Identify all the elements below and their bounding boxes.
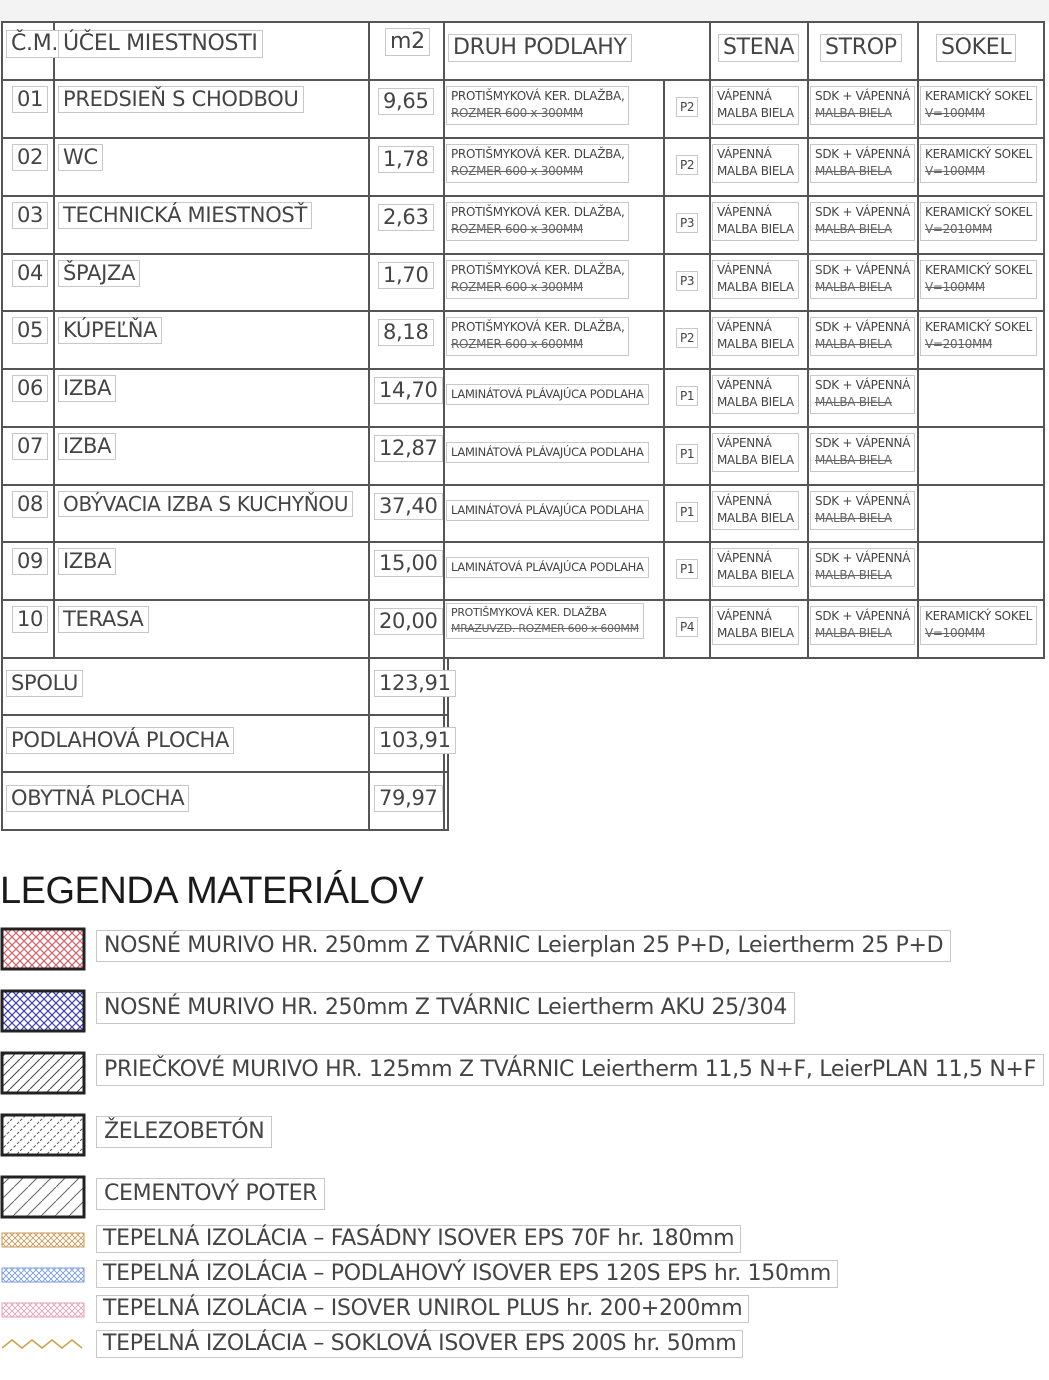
header-skirting: SOKEL [936, 34, 1016, 62]
insulation-floor-icon [0, 1264, 90, 1288]
room-number: 10 [12, 606, 48, 633]
floor-description: LAMINÁTOVÁ PLÁVAJÚCA PODLAHA [446, 442, 649, 463]
room-area: 12,87 [374, 435, 443, 462]
floor-code: P2 [676, 155, 698, 175]
ceiling-finish: SDK + VÁPENNÁ MALBA BIELA [810, 260, 915, 299]
floor-description: LAMINÁTOVÁ PLÁVAJÚCA PODLAHA [446, 557, 649, 578]
summary-total-label: SPOLU [6, 670, 83, 697]
floor-description: PROTIŠMYKOVÁ KER. DLAŽBA, ROZMER 600 x 300MM [446, 144, 629, 183]
wall-finish: VÁPENNÁ MALBA BIELA [712, 548, 799, 587]
ceiling-finish: SDK + VÁPENNÁ MALBA BIELA [810, 606, 915, 645]
floor-code: P2 [676, 328, 698, 348]
room-area: 15,00 [374, 550, 443, 577]
skirting-finish: KERAMICKÝ SOKEL V=100MM [920, 260, 1037, 299]
wall-finish: VÁPENNÁ MALBA BIELA [712, 375, 799, 414]
ceiling-finish: SDK + VÁPENNÁ MALBA BIELA [810, 202, 915, 241]
legend-label: TEPELNÁ IZOLÁCIA – FASÁDNY ISOVER EPS 70F hr. 180mm [96, 1225, 741, 1253]
room-number: 07 [12, 433, 48, 460]
insulation-roof-icon [0, 1299, 90, 1323]
room-number: 03 [12, 202, 48, 229]
ceiling-finish: SDK + VÁPENNÁ MALBA BIELA [810, 491, 915, 530]
room-name: IZBA [58, 433, 116, 460]
summary-floor-area-value: 103,91 [374, 727, 456, 754]
legend-title: LEGENDA MATERIÁLOV [0, 870, 424, 912]
floor-code: P3 [676, 213, 698, 233]
room-number: 04 [12, 260, 48, 287]
room-area: 8,18 [378, 319, 434, 346]
floor-description: PROTIŠMYKOVÁ KER. DLAŽBA, ROZMER 600 x 300MM [446, 86, 629, 125]
header-ceiling: STROP [820, 34, 902, 62]
room-name: IZBA [58, 548, 116, 575]
legend-label: TEPELNÁ IZOLÁCIA – SOKLOVÁ ISOVER EPS 200S hr. 50mm [96, 1330, 743, 1358]
floor-code: P1 [676, 502, 698, 522]
legend-label: PRIEČKOVÉ MURIVO HR. 125mm Z TVÁRNIC Leiertherm 11,5 N+F, LeierPLAN 11,5 N+F [96, 1054, 1044, 1086]
crosshatch-red-icon [0, 925, 90, 973]
ceiling-finish: SDK + VÁPENNÁ MALBA BIELA [810, 144, 915, 183]
header-m2: m2 [385, 28, 430, 56]
room-name: PREDSIEŇ S CHODBOU [58, 86, 304, 113]
wall-finish: VÁPENNÁ MALBA BIELA [712, 606, 799, 645]
header-wall: STENA [718, 34, 799, 62]
room-name: OBÝVACIA IZBA S KUCHYŇOU [58, 491, 353, 517]
ceiling-finish: SDK + VÁPENNÁ MALBA BIELA [810, 86, 915, 125]
diagonal-hatch-icon [0, 1049, 90, 1097]
room-number: 01 [12, 86, 48, 113]
floor-description: PROTIŠMYKOVÁ KER. DLAŽBA, ROZMER 600 x 300MM [446, 202, 629, 241]
skirting-finish: KERAMICKÝ SOKEL V=100MM [920, 86, 1037, 125]
header-floor-type: DRUH PODLAHY [448, 34, 632, 62]
room-area: 9,65 [378, 88, 434, 115]
floor-code: P1 [676, 444, 698, 464]
summary-living-area-label: OBYTNÁ PLOCHA [6, 785, 189, 812]
ceiling-finish: SDK + VÁPENNÁ MALBA BIELA [810, 433, 915, 472]
floor-code: P4 [676, 617, 698, 637]
insulation-facade-icon [0, 1229, 90, 1253]
room-number: 05 [12, 317, 48, 344]
concrete-hatch-icon [0, 1111, 90, 1159]
floor-code: P1 [676, 386, 698, 406]
wall-finish: VÁPENNÁ MALBA BIELA [712, 260, 799, 299]
legend-label: ŽELEZOBETÓN [96, 1116, 272, 1148]
room-name: ŠPAJZA [58, 260, 140, 287]
summary-total-value: 123,91 [374, 670, 456, 697]
floor-description: LAMINÁTOVÁ PLÁVAJÚCA PODLAHA [446, 384, 649, 405]
header-purpose: ÚČEL MIESTNOSTI [58, 30, 263, 58]
wall-finish: VÁPENNÁ MALBA BIELA [712, 144, 799, 183]
room-name: TERASA [58, 606, 149, 633]
header-cm: Č.M. [6, 30, 63, 58]
room-number: 08 [12, 491, 48, 518]
skirting-finish: KERAMICKÝ SOKEL V=2010MM [920, 202, 1037, 241]
insulation-plinth-icon [0, 1334, 90, 1358]
legend-label: NOSNÉ MURIVO HR. 250mm Z TVÁRNIC Leiertherm AKU 25/304 [96, 992, 795, 1024]
room-area: 1,78 [378, 146, 434, 173]
skirting-finish: KERAMICKÝ SOKEL V=2010MM [920, 317, 1037, 356]
wall-finish: VÁPENNÁ MALBA BIELA [712, 433, 799, 472]
legend-label: NOSNÉ MURIVO HR. 250mm Z TVÁRNIC Leierplan 25 P+D, Leiertherm 25 P+D [96, 930, 951, 962]
room-name: TECHNICKÁ MIESTNOSŤ [58, 202, 312, 229]
room-area: 20,00 [374, 608, 443, 635]
room-area: 14,70 [374, 377, 443, 404]
floor-code: P3 [676, 271, 698, 291]
screed-hatch-icon [0, 1173, 90, 1221]
room-number: 06 [12, 375, 48, 402]
room-number: 09 [12, 548, 48, 575]
room-area: 2,63 [378, 204, 434, 231]
wall-finish: VÁPENNÁ MALBA BIELA [712, 491, 799, 530]
legend-label: TEPELNÁ IZOLÁCIA – PODLAHOVÝ ISOVER EPS 120S EPS hr. 150mm [96, 1260, 838, 1288]
room-name: KÚPEĽŇA [58, 317, 162, 344]
wall-finish: VÁPENNÁ MALBA BIELA [712, 86, 799, 125]
legend-label: TEPELNÁ IZOLÁCIA – ISOVER UNIROL PLUS hr. 200+200mm [96, 1295, 749, 1323]
room-area: 37,40 [374, 493, 443, 520]
legend-label: CEMENTOVÝ POTER [96, 1178, 325, 1210]
summary-floor-area-label: PODLAHOVÁ PLOCHA [6, 727, 234, 754]
floor-description: PROTIŠMYKOVÁ KER. DLAŽBA MRAZUVZD. ROZMER 600 x 600MM [446, 603, 644, 639]
crosshatch-blue-icon [0, 987, 90, 1035]
ceiling-finish: SDK + VÁPENNÁ MALBA BIELA [810, 548, 915, 587]
room-name: WC [58, 144, 103, 171]
room-area: 1,70 [378, 262, 434, 289]
summary-living-area-value: 79,97 [374, 785, 443, 812]
ceiling-finish: SDK + VÁPENNÁ MALBA BIELA [810, 317, 915, 356]
floor-code: P2 [676, 97, 698, 117]
wall-finish: VÁPENNÁ MALBA BIELA [712, 202, 799, 241]
ceiling-finish: SDK + VÁPENNÁ MALBA BIELA [810, 375, 915, 414]
skirting-finish: KERAMICKÝ SOKEL V=100MM [920, 606, 1037, 645]
wall-finish: VÁPENNÁ MALBA BIELA [712, 317, 799, 356]
room-number: 02 [12, 144, 48, 171]
room-name: IZBA [58, 375, 116, 402]
floor-description: PROTIŠMYKOVÁ KER. DLAŽBA, ROZMER 600 x 300MM [446, 260, 629, 299]
skirting-finish: KERAMICKÝ SOKEL V=100MM [920, 144, 1037, 183]
floor-description: LAMINÁTOVÁ PLÁVAJÚCA PODLAHA [446, 500, 649, 521]
floor-code: P1 [676, 559, 698, 579]
floor-description: PROTIŠMYKOVÁ KER. DLAŽBA, ROZMER 600 x 600MM [446, 317, 629, 356]
